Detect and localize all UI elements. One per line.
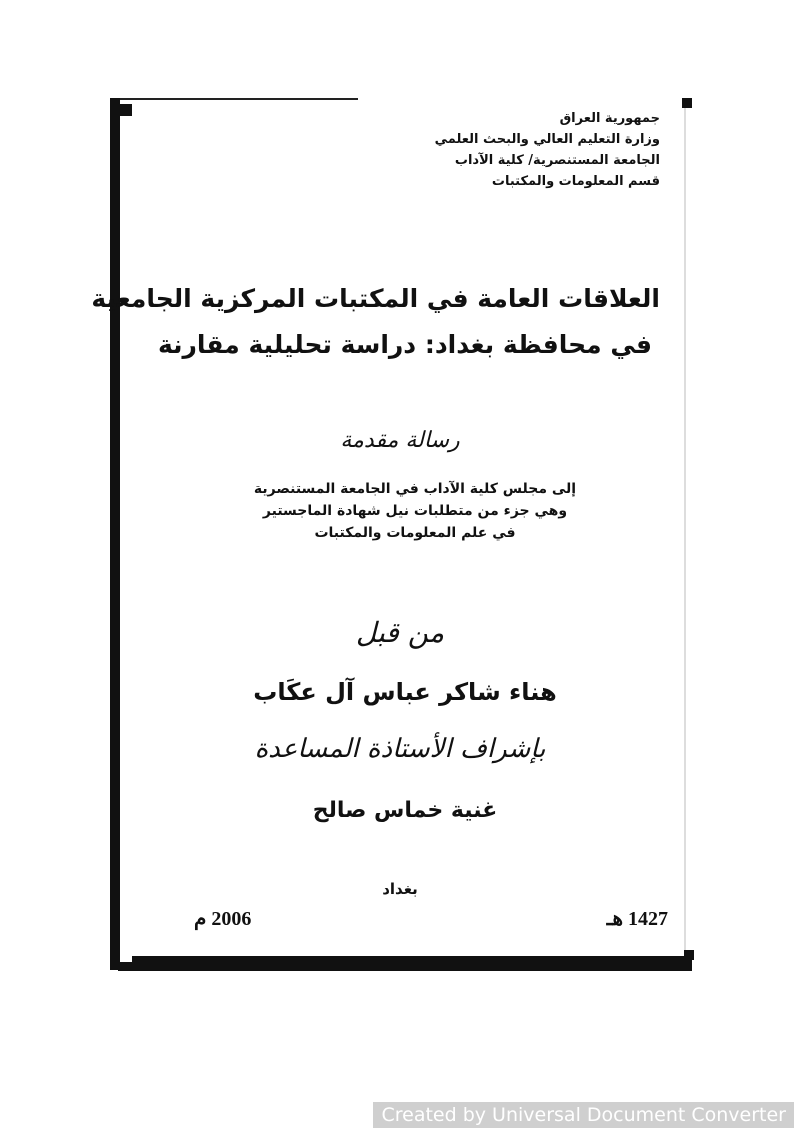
frame-top-line bbox=[112, 98, 358, 100]
frame-bottom-right-square bbox=[684, 950, 694, 960]
frame-bottom-inner-bar bbox=[132, 956, 692, 962]
frame-bottom-bar bbox=[118, 962, 692, 971]
title-line-2: في محافظة بغداد: دراسة تحليلية مقارنة bbox=[157, 330, 652, 359]
frame-left-inner-bar bbox=[120, 104, 132, 116]
year-gregorian: 2006 م bbox=[194, 908, 252, 930]
frame-left-bar bbox=[110, 98, 120, 970]
year-hijri: 1427 هـ bbox=[606, 908, 668, 930]
header-ministry: وزارة التعليم العالي والبحث العلمي bbox=[434, 132, 660, 147]
thesis-purpose bbox=[250, 478, 580, 544]
purpose-line-2: وهي جزء من متطلبات نيل شهادة الماجستير bbox=[262, 503, 568, 519]
supervision-label: بإشراف الأستاذة المساعدة bbox=[254, 734, 546, 764]
by-label: من قبل bbox=[355, 616, 445, 649]
header-university: الجامعة المستنصرية/ كلية الآداب bbox=[454, 153, 660, 168]
author-name: هناء شاكر عباس آل عكَاب bbox=[253, 678, 557, 706]
thesis-label: رسالة مقدمة bbox=[340, 428, 460, 453]
supervisor-name: غنية خماس صالح bbox=[312, 798, 498, 823]
header-country: جمهورية العراق bbox=[559, 111, 660, 126]
header-department: قسم المعلومات والمكتبات bbox=[491, 174, 660, 189]
purpose-line-3: في علم المعلومات والمكتبات bbox=[314, 525, 516, 541]
city: بغداد bbox=[382, 880, 418, 898]
title-line-1: العلاقات العامة في المكتبات المركزية الجامعية bbox=[91, 284, 660, 313]
institution-header bbox=[435, 108, 660, 192]
frame-right-bar bbox=[684, 108, 686, 950]
converter-watermark: Created by Universal Document Converter bbox=[373, 1102, 794, 1128]
frame-top-right-square bbox=[682, 98, 692, 108]
purpose-line-1: إلى مجلس كلية الآداب في الجامعة المستنصرية bbox=[253, 481, 577, 497]
